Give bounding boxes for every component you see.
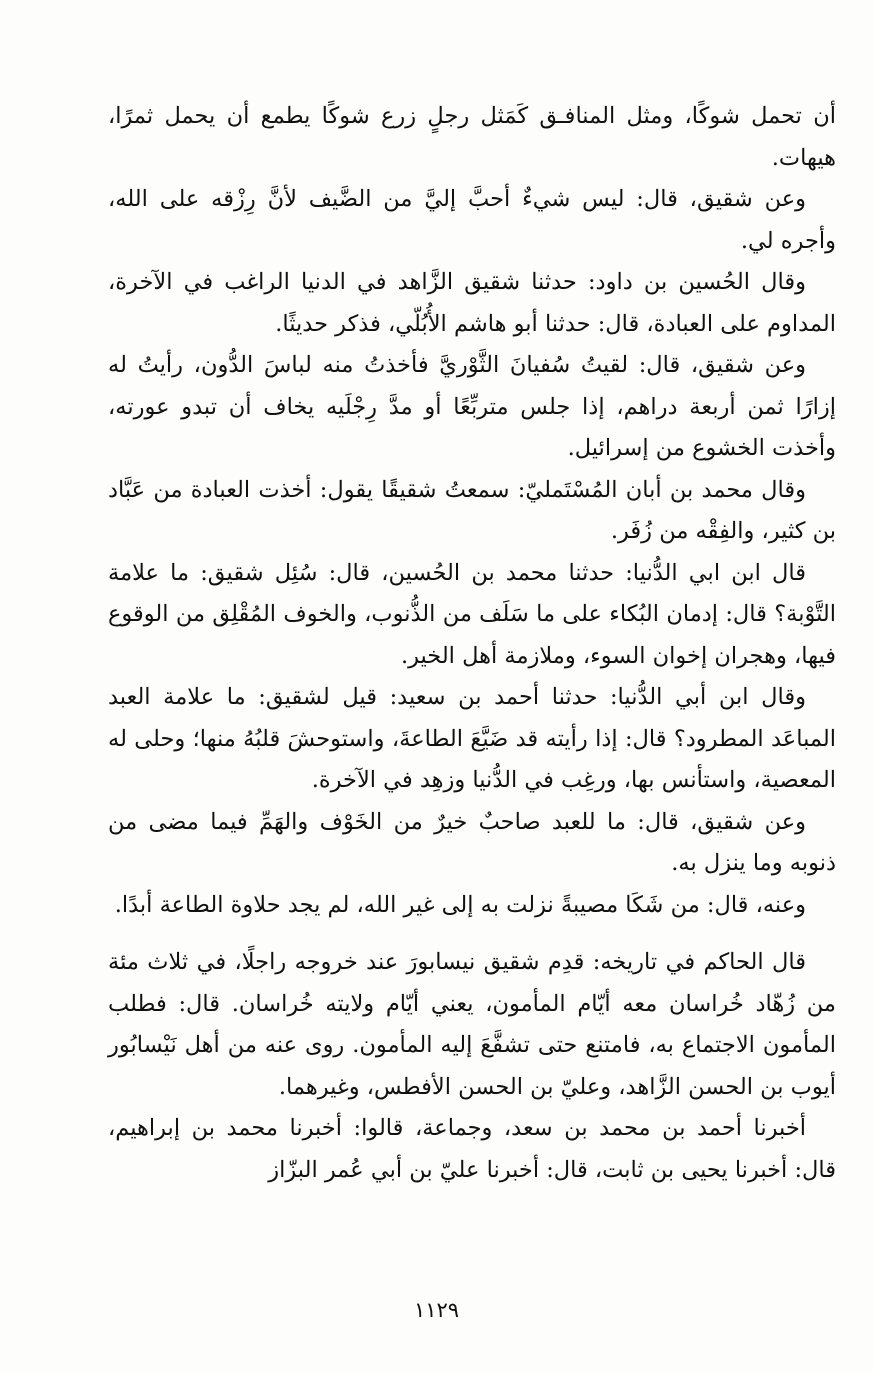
paragraph: وعنه، قال: من شَكَا مصيبةً نزلت به إلى غير الله، لم يجد حلاوة الطاعة أبدًا. [114, 891, 806, 918]
paragraph: وعن شقيق، قال: لقيتُ سُفيانَ الثَّوْريَّ فأخذتُ منه لباسَ الدُّون، رأيتُ له إزارًا ثمن أربعة دراهم، إذا جلس متربِّعًا أو مدَّ رِجْلَيه يخاف أن تبدو عورته، وأخذت الخشوع من إسرائيل. [108, 352, 836, 461]
paragraph: وقال الحُسين بن داود: حدثنا شقيق الزَّاهد في الدنيا الراغب في الآخرة، المداوم على العبادة، قال: حدثنا أبو هاشم الأُبُلّي، فذكر حديثًا. [108, 269, 836, 337]
paragraph: وعن شقيق، قال: ليس شيءٌ أحبَّ إليَّ من الضَّيف لأنَّ رِزْقه على الله، وأجره لي. [108, 186, 836, 254]
paragraph: أخبرنا أحمد بن محمد بن سعد، وجماعة، قالوا: أخبرنا محمد بن إبراهيم، قال: أخبرنا يحيى بن ثابت، قال: أخبرنا عليّ بن أبي عُمر البزّاز [108, 1115, 836, 1183]
page-number: ١١٢٩ [413, 1298, 460, 1322]
page-body-text [108, 96, 836, 1191]
paragraph: وقال محمد بن أبان المُسْتَمليّ: سمعتُ شقيقًا يقول: أخذت العبادة من عَبَّاد بن كثير، والفِقْه من زُفَر. [108, 476, 836, 544]
paragraph: أن تحمل شوكًا، ومثل المنافـق كَمَثل رجلٍ زرع شوكًا يطمع أن يحمل ثمرًا، هيهات. [108, 103, 836, 171]
paragraph: قال ابن ابي الدُّنيا: حدثنا محمد بن الحُسين، قال: سُئِل شقيق: ما علامة التَّوْبة؟ قال: إدمان البُكاء على ما سَلَف من الذُّنوب، والخوف المُقْلِق من الوقوع فيها، وهجران إخوان السوء، وملازمة أهل الخير. [108, 559, 836, 669]
paragraph: وعن شقيق، قال: ما للعبد صاحبٌ خيرٌ من الخَوْف والهَمِّ فيما مضى من ذنوبه وما ينزل به. [108, 808, 836, 876]
paragraph: وقال ابن أبي الدُّنيا: حدثنا أحمد بن سعيد: قيل لشقيق: ما علامة العبد المباعَد المطرود؟ قال: إذا رأيته قد ضَيَّعَ الطاعةَ، واستوحشَ قلبُهُ منها؛ وحلى له المعصية، واستأنس بها، ورغِب في الدُّنيا وزهِد في الآخرة. [108, 684, 836, 793]
paragraph: قال الحاكم في تاريخه: قدِم شقيق نيسابورَ عند خروجه راجلًا، في ثلاث مئة من زُهّاد خُراسان معه أيّام المأمون، يعني أيّام ولايته خُراسان. قال: فطلب المأمون الاجتماع به، فامتنع حتى تشفَّعَ إليه المأمون. روى عنه من أهل نَيْسابُور أيوب بن الحسن الزَّاهد، وعليّ بن الحسن الأفطس، وغيرهما. [108, 949, 836, 1100]
